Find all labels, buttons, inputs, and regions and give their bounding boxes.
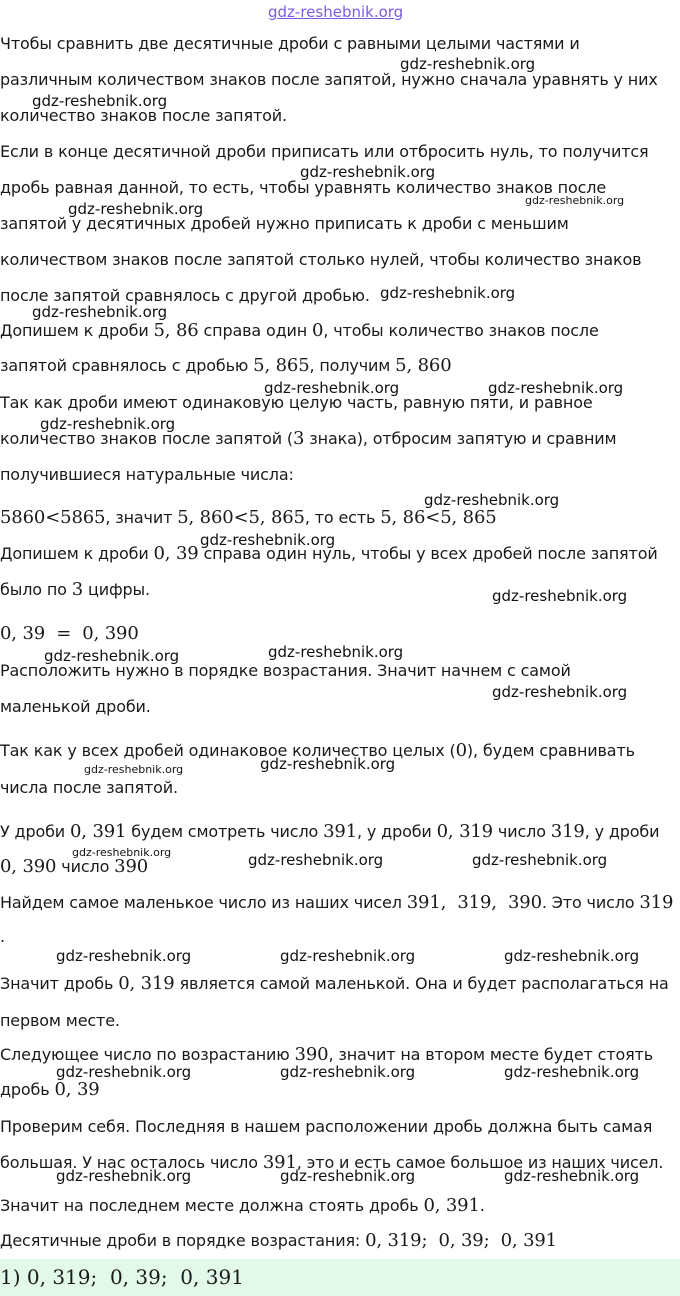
math-value: 390 (294, 1044, 329, 1065)
watermark: gdz-reshebnik.org (504, 947, 640, 965)
math-value: 319 (550, 821, 585, 842)
math-equation (0, 623, 139, 645)
text-line (0, 821, 659, 843)
text-line (0, 973, 669, 995)
math-value: 3 (293, 428, 305, 449)
text-fragment: знака), отбросим запятую и сравним (304, 429, 617, 448)
math-value: 0 (455, 740, 467, 761)
math-value: 0, 391 (423, 1195, 480, 1216)
watermark: gdz-reshebnik.org (32, 92, 168, 110)
math-value: 319 (639, 892, 674, 913)
text-fragment: число (492, 822, 551, 841)
text-line (0, 320, 599, 342)
text-fragment: большая. У нас осталось число (0, 1153, 263, 1172)
text-fragment: Найдем самое маленькое число из наших чисел (0, 893, 407, 912)
watermark: gdz-reshebnik.org (200, 531, 336, 549)
math-value: 0 (312, 320, 324, 341)
text-fragment: Так как у всех дробей одинаковое количество целых ( (0, 741, 456, 760)
text-fragment: Десятичные дроби в порядке возрастания: (0, 1231, 366, 1250)
math-value: 5, 865 (253, 355, 310, 376)
text-fragment: Следующее число по возрастанию (0, 1045, 295, 1064)
math-value: 0, 319 (436, 821, 493, 842)
watermark: gdz-reshebnik.org (56, 947, 192, 965)
watermark: gdz-reshebnik.org (280, 1167, 416, 1185)
watermark-top[interactable]: gdz-reshebnik.org (268, 3, 404, 21)
watermark: gdz-reshebnik.org (264, 379, 400, 397)
text-line (0, 355, 452, 377)
watermark: gdz-reshebnik.org (40, 415, 176, 433)
answer-box (0, 1259, 680, 1296)
math-value: 5, 86<5, 865 (380, 507, 497, 528)
text-fragment: У дроби (0, 822, 70, 841)
text-fragment: Значит дробь (0, 974, 119, 993)
text-fragment: . (479, 1196, 485, 1215)
text-line: различным количеством знаков после запятой, нужно сначала уравнять у них (0, 70, 658, 89)
watermark: gdz-reshebnik.org (380, 284, 516, 302)
text-fragment: количество знаков после запятой ( (0, 429, 294, 448)
text-line: количество знаков после запятой. (0, 106, 287, 125)
text-fragment: является самой маленькой. Она и будет располагаться на (174, 974, 669, 993)
text-line: после запятой сравнялось с другой дробью. (0, 286, 370, 305)
text-line: Чтобы сравнить две десятичные дроби с равными целыми частями и (0, 34, 580, 53)
watermark: gdz-reshebnik.org (488, 379, 624, 397)
text-line (0, 1195, 485, 1217)
text-fragment: справа один нуль, чтобы у всех дробей после запятой (198, 544, 658, 563)
text-line (0, 579, 150, 601)
text-fragment: , у дроби (357, 822, 437, 841)
text-fragment: Значит на последнем месте должна стоять дробь (0, 1196, 424, 1215)
text-line: числа после запятой. (0, 778, 178, 797)
text-fragment: ), будем сравнивать (466, 741, 635, 760)
watermark: gdz-reshebnik.org (300, 163, 436, 181)
text-fragment: дробь (0, 1080, 55, 1099)
text-line: получившиеся натуральные числа: (0, 465, 294, 484)
math-value: 0, 319; 0, 39; 0, 391 (365, 1230, 557, 1251)
text-line (0, 1079, 100, 1101)
math-value: 0, 39 = 0, 390 (0, 623, 139, 644)
text-line (0, 507, 497, 529)
text-line: . (0, 927, 5, 946)
text-fragment: Допишем к дроби (0, 544, 154, 563)
math-value: 0, 39 (153, 543, 199, 564)
text-fragment: , у дроби (584, 822, 660, 841)
text-fragment: будем смотреть число (126, 822, 324, 841)
text-line: первом месте. (0, 1011, 120, 1030)
watermark: gdz-reshebnik.org (84, 763, 184, 776)
text-fragment: , значит на втором месте будет стоять (328, 1045, 654, 1064)
text-line: запятой у десятичных дробей нужно приписать к дроби с меньшим (0, 214, 569, 233)
math-value: 5, 860 (395, 355, 452, 376)
text-fragment: цифры. (83, 580, 150, 599)
answer-text: 1) 0, 319; 0, 39; 0, 391 (0, 1265, 244, 1289)
watermark: gdz-reshebnik.org (56, 1063, 192, 1081)
watermark: gdz-reshebnik.org (400, 55, 536, 73)
watermark: gdz-reshebnik.org (32, 303, 168, 321)
text-fragment: было по (0, 580, 72, 599)
text-line (0, 892, 673, 914)
math-value: 0, 391 (70, 821, 127, 842)
watermark: gdz-reshebnik.org (280, 1063, 416, 1081)
text-fragment: запятой сравнялось с дробью (0, 356, 254, 375)
watermark: gdz-reshebnik.org (280, 947, 416, 965)
text-line: дробь равная данной, то есть, чтобы уравнять количество знаков после (0, 178, 607, 197)
watermark: gdz-reshebnik.org (472, 851, 608, 869)
watermark: gdz-reshebnik.org (525, 194, 625, 207)
text-line: Проверим себя. Последняя в нашем расположении дробь должна быть самая (0, 1117, 653, 1136)
text-line (0, 1230, 557, 1252)
watermark: gdz-reshebnik.org (44, 647, 180, 665)
math-value: 391, 319, 390 (406, 892, 542, 913)
watermark: gdz-reshebnik.org (56, 1167, 192, 1185)
math-value: 5, 860<5, 865 (177, 507, 305, 528)
text-fragment: , чтобы количество знаков после (323, 321, 599, 340)
watermark: gdz-reshebnik.org (268, 643, 404, 661)
watermark: gdz-reshebnik.org (72, 846, 172, 859)
watermark: gdz-reshebnik.org (504, 1167, 640, 1185)
text-fragment: , получим (309, 356, 396, 375)
math-value: 390 (114, 856, 149, 877)
watermark: gdz-reshebnik.org (504, 1063, 640, 1081)
text-line: Если в конце десятичной дроби приписать или отбросить нуль, то получится (0, 142, 649, 161)
text-fragment: , значит (105, 508, 178, 527)
watermark: gdz-reshebnik.org (492, 587, 628, 605)
watermark: gdz-reshebnik.org (424, 491, 560, 509)
watermark: gdz-reshebnik.org (248, 851, 384, 869)
text-line: Так как дроби имеют одинаковую целую часть, равную пяти, и равное (0, 393, 593, 412)
math-value: 391 (323, 821, 358, 842)
watermark: gdz-reshebnik.org (492, 683, 628, 701)
text-line: количеством знаков после запятой столько нулей, чтобы количество знаков (0, 250, 642, 269)
math-value: 0, 390 (0, 856, 57, 877)
text-line: Расположить нужно в порядке возрастания. Значит начнем с самой (0, 661, 571, 680)
text-fragment: справа один (198, 321, 313, 340)
watermark: gdz-reshebnik.org (260, 755, 396, 773)
text-fragment: , это и есть самое большое из наших чисел. (296, 1153, 664, 1172)
text-fragment: , то есть (304, 508, 381, 527)
math-value: 391 (262, 1152, 297, 1173)
watermark: gdz-reshebnik.org (68, 200, 204, 218)
math-value: 0, 39 (54, 1079, 100, 1100)
math-value: 5, 86 (153, 320, 199, 341)
text-fragment: число (56, 857, 115, 876)
text-fragment: . Это число (541, 893, 640, 912)
text-line: маленькой дроби. (0, 697, 151, 716)
math-value: 0, 319 (118, 973, 175, 994)
math-value: 3 (71, 579, 84, 600)
math-value: 5860<5865 (0, 507, 106, 528)
text-fragment: Допишем к дроби (0, 321, 154, 340)
